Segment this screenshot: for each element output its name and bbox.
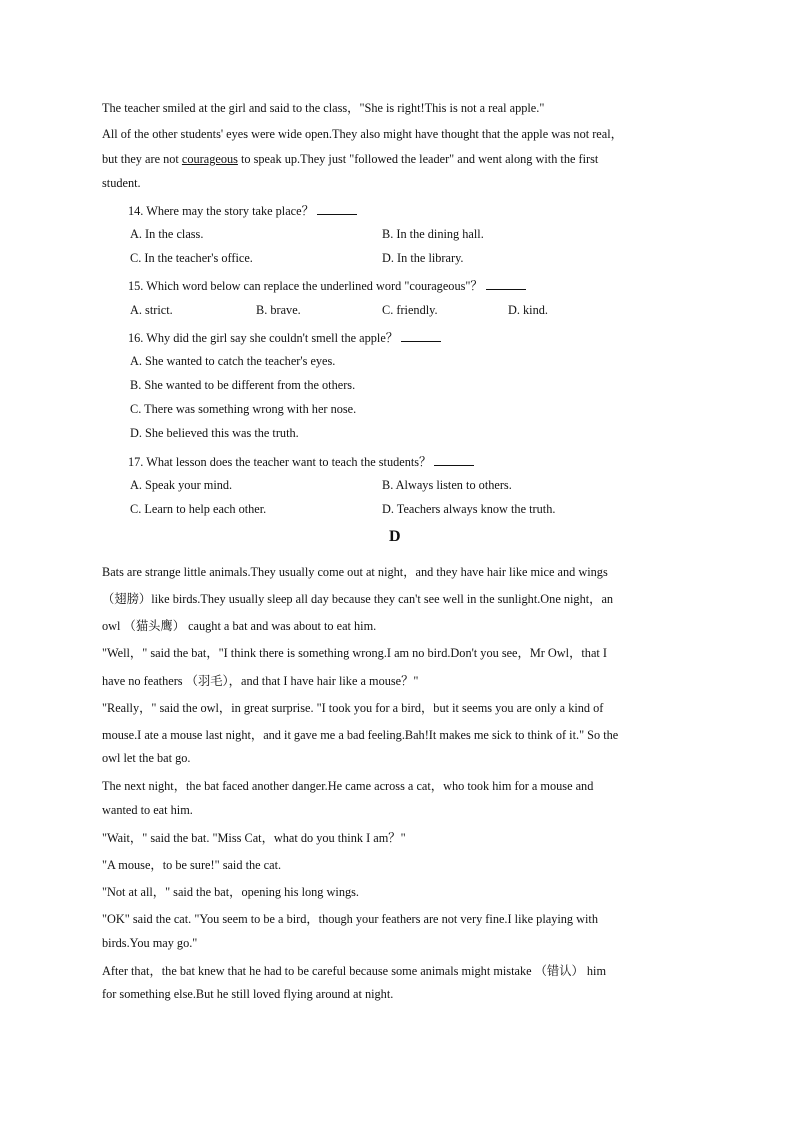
passage-line: All of the other students' eyes were wide open.They also might have thought that the apple was not real， [102,127,623,141]
question-stem [128,452,474,470]
question-stem [128,201,357,219]
passage-line: The teacher smiled at the girl and said to the class，"She is right!This is not a real apple." [102,101,545,115]
answer-option[interactable]: B. brave. [256,303,301,317]
answer-option[interactable]: B. She wanted to be different from the others. [130,378,356,392]
answer-option[interactable]: C. There was something wrong with her nose. [130,402,357,416]
answer-blank[interactable] [317,203,357,215]
answer-option[interactable]: C. In the teacher's office. [130,251,253,265]
passage-line: （翅膀）like birds.They usually sleep all day because they can't see well in the sunlight.One night，an [102,592,614,606]
question-stem [128,276,526,294]
passage-line: have no feathers （羽毛），and that I have hair like a mouse？" [102,674,419,688]
passage-line: birds.You may go." [102,936,198,950]
answer-option[interactable]: D. In the library. [382,251,464,265]
question-text: 14. Where may the story take place？ [128,204,314,218]
answer-option[interactable]: B. Always listen to others. [382,478,512,492]
section-heading: D [389,528,401,545]
passage-line: "Not at all，" said the bat，opening his long wings. [102,885,359,899]
answer-option[interactable]: D. Teachers always know the truth. [382,502,556,516]
answer-option[interactable]: C. friendly. [382,303,438,317]
passage-line: student. [102,176,141,190]
answer-option[interactable]: B. In the dining hall. [382,227,484,241]
passage-text: but they are not [102,152,182,166]
passage-line: Bats are strange little animals.They usually come out at night，and they have hair like mice and wings [102,565,608,579]
answer-option[interactable]: A. Speak your mind. [130,478,233,492]
answer-option[interactable]: D. She believed this was the truth. [130,426,299,440]
passage-line [102,152,598,167]
answer-blank[interactable] [486,278,526,290]
answer-option[interactable]: A. She wanted to catch the teacher's eyes. [130,354,336,368]
passage-line: owl （猫头鹰） caught a bat and was about to eat him. [102,619,377,633]
passage-line: "A mouse，to be sure!" said the cat. [102,858,282,872]
passage-line: wanted to eat him. [102,803,193,817]
passage-line: "Well，" said the bat，"I think there is something wrong.I am no bird.Don't you see，Mr Owl，that I [102,646,608,660]
passage-line: "Really，" said the owl，in great surprise. "I took you for a bird，but it seems you are only a kind of [102,701,604,715]
passage-line: "OK" said the cat. "You seem to be a bird，though your feathers are not very fine.I like playing with [102,912,598,926]
answer-option[interactable]: A. strict. [130,303,173,317]
passage-text: to speak up.They just "followed the leader" and went along with the first [237,152,599,166]
passage-line: mouse.I ate a mouse last night，and it gave me a bad feeling.Bah!It makes me sick to think of it." So the [102,728,619,742]
question-text: 15. Which word below can replace the underlined word "courageous"？ [128,279,483,293]
question-stem [128,328,441,346]
answer-option[interactable]: C. Learn to help each other. [130,502,267,516]
underlined-word: courageous [181,152,238,166]
passage-line: "Wait，" said the bat. "Miss Cat，what do you think I am？" [102,831,406,845]
question-text: 17. What lesson does the teacher want to teach the students？ [128,455,432,469]
answer-blank[interactable] [434,454,474,466]
answer-option[interactable]: D. kind. [508,303,548,317]
passage-line: for something else.But he still loved flying around at night. [102,987,394,1001]
question-text: 16. Why did the girl say she couldn't smell the apple？ [128,331,399,345]
answer-option[interactable]: A. In the class. [130,227,204,241]
passage-line: The next night，the bat faced another danger.He came across a cat，who took him for a mouse and [102,779,594,793]
answer-blank[interactable] [401,330,441,342]
passage-line: owl let the bat go. [102,751,191,765]
passage-line: After that，the bat knew that he had to be careful because some animals might mistake （错认） him [102,964,607,978]
